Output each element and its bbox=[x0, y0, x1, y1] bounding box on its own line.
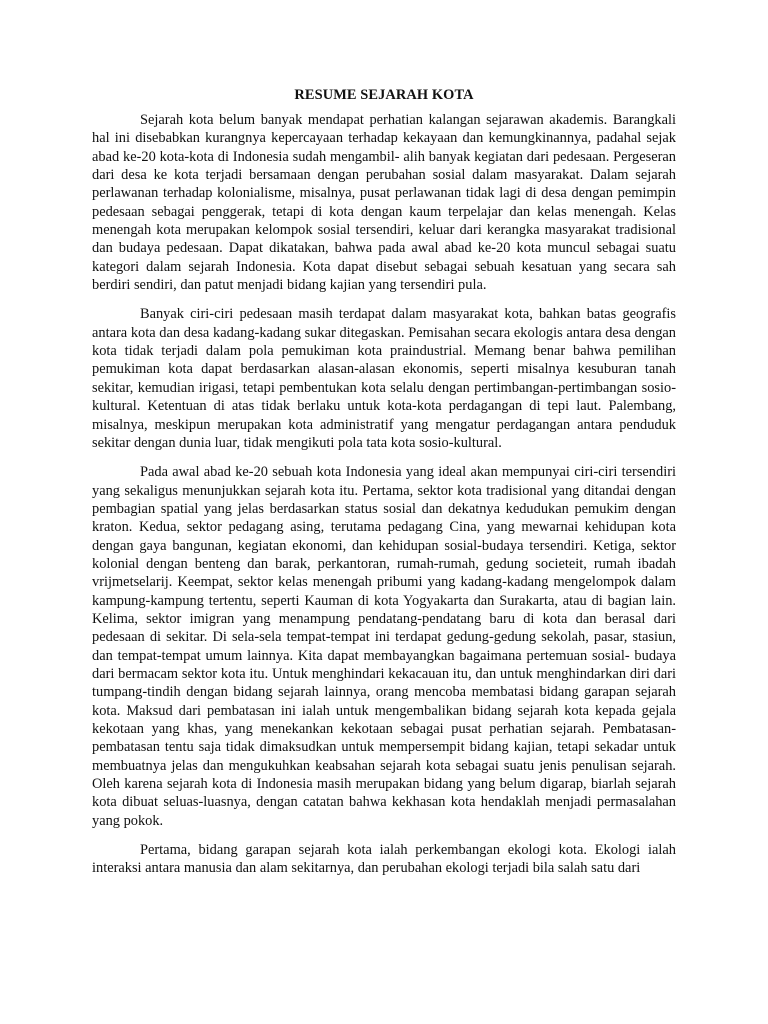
paragraph-3: Pada awal abad ke-20 sebuah kota Indonesia yang ideal akan mempunyai ciri-ciri tersendiri yang sekaligus menunjukkan sejarah kota itu. Pertama, sektor kota tradisional yang ditandai dengan pembagian spatial yang jelas berdasarkan status sosial dan dekatnya kedudukan pemukim dengan kraton. Kedua, sektor pedagang asing, terutama pedagang Cina, yang mewarnai kehidupan kota dengan gaya bangunan, kegiatan ekonomi, dan kehidupan sosial-budaya tersendiri. Ketiga, sektor kolonial dengan benteng dan barak, perkantoran, rumah-rumah, gedung societeit, rumah ibadah vrijmetselarij. Keempat, sektor kelas menengah pribumi yang kadang-kadang mengelompok dalam kampung-kampung tertentu, seperti Kauman di kota Yogyakarta dan Surakarta, atau di bagian lain. Kelima, sektor imigran yang menampung pendatang-pendatang baru di kota dan berasal dari pedesaan di sekitar. Di sela-sela tempat-tempat ini terdapat gedung-gedung sekolah, pasar, stasiun, dan tempat-tempat umum lainnya. Kita dapat membayangkan bagaimana pertemuan sosial- budaya dari bermacam sektor kota itu. Untuk menghindari kekacauan itu, dan untuk menghindarkan diri dari tumpang-tindih dengan bidang sejarah lainnya, orang mencoba membatasi bidang garapan sejarah kota. Maksud dari pembatasan ini ialah untuk mengembalikan bidang sejarah kota kepada gejala kekotaan yang khas, yang menekankan kekotaan sebagai pusat perhatian sejarah. Pembatasan-pembatasan tentu saja tidak dimaksudkan untuk mempersempit bidang kajian, tetapi sekadar untuk membuatnya jelas dan mengukuhkan keabsahan sejarah kota sebagai suatu jenis penulisan sejarah. Oleh karena sejarah kota di Indonesia masih merupakan bidang yang belum digarap, biarlah sejarah kota dibuat seluas-luasnya, dengan catatan bahwa kekhasan kota hendaklah menjadi permasalahan yang pokok. bbox=[92, 464, 676, 829]
document-title: RESUME SEJARAH KOTA bbox=[294, 87, 474, 103]
paragraph-2: Banyak ciri-ciri pedesaan masih terdapat dalam masyarakat kota, bahkan batas geografis antara kota dan desa kadang-kadang sukar ditegaskan. Pemisahan secara ekologis antara desa dengan kota tidak terjadi dalam pola pemukiman kota praindustrial. Memang benar bahwa pemilihan pemukiman kota dapat berdasarkan alasan-alasan ekonomis, seperti misalnya kesuburan tanah sekitar, kemudian irigasi, tetapi pembentukan kota selalu dengan pertimbangan-pertimbangan sosio-kultural. Ketentuan di atas tidak berlaku untuk kota-kota perdagangan di tepi laut. Palembang, misalnya, meskipun merupakan kota administratif yang mengatur perdagangan antara penduduk sekitar dengan dunia luar, tidak mengikuti pola tata kota sosio-kultural. bbox=[92, 306, 676, 451]
paragraph-1: Sejarah kota belum banyak mendapat perhatian kalangan sejarawan akademis. Barangkali hal ini disebabkan kurangnya kepercayaan terhadap kekayaan dan kemungkinannya, padahal sejak abad ke-20 kota-kota di Indonesia sudah mengambil- alih banyak kegiatan dari pedesaan. Pergeseran dari desa ke kota terjadi bersamaan dengan perubahan sosial dalam masyarakat. Dalam sejarah perlawanan terhadap kolonialisme, misalnya, pusat perlawanan tidak lagi di desa dengan pemimpin pedesaan sebagai penggerak, tetapi di kota dengan kaum terpelajar dan kelas menengah. Kelas menengah kota merupakan kelompok sosial tersendiri, keluar dari kerangka masyarakat tradisional dan budaya pedesaan. Dapat dikatakan, bahwa pada awal abad ke-20 kota muncul sebagai suatu kategori dalam sejarah Indonesia. Kota dapat disebut sebagai sebuah kesatuan yang secara sah berdiri sendiri, dan patut menjadi bidang kajian yang tersendiri pula. bbox=[92, 112, 676, 294]
paragraph-4: Pertama, bidang garapan sejarah kota ialah perkembangan ekologi kota. Ekologi ialah interaksi antara manusia dan alam sekitarnya, dan perubahan ekologi terjadi bila salah satu dari bbox=[92, 842, 676, 877]
document-page bbox=[92, 86, 676, 889]
